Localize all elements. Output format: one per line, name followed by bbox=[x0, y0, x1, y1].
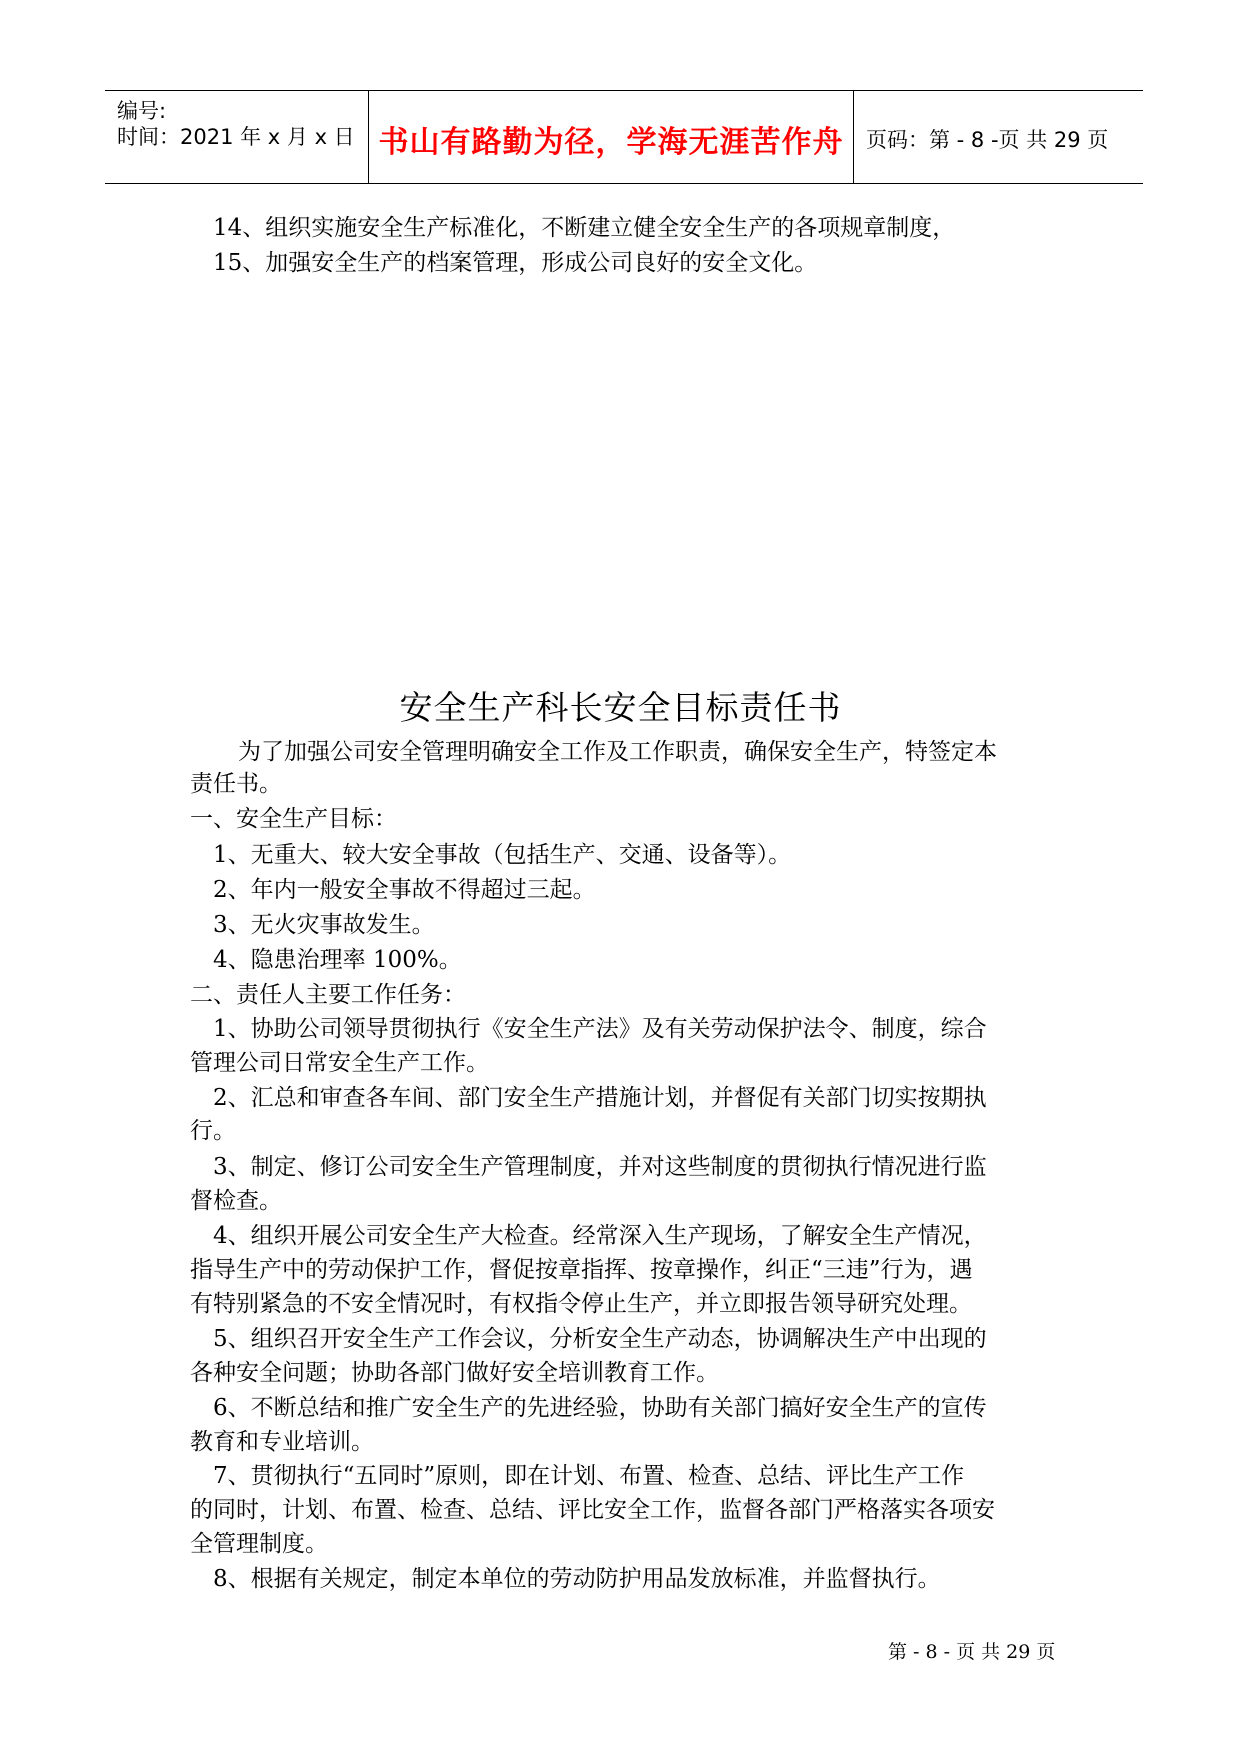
list-item: 1、无重大、较大安全事故（包括生产、交通、设备等）。 bbox=[213, 842, 792, 868]
top-list-item-14: 14、组织实施安全生产标准化，不断建立健全安全生产的各项规章制度， bbox=[213, 215, 956, 241]
list-item-continuation: 教育和专业培训。 bbox=[190, 1429, 374, 1455]
header-page-label: 页码：第 - 8 -页 共 29 页 bbox=[866, 128, 1109, 152]
body-line: 责任书。 bbox=[190, 771, 282, 797]
page-footer: 第 - 8 - 页 共 29 页 bbox=[888, 1641, 1056, 1663]
list-item: 2、年内一般安全事故不得超过三起。 bbox=[213, 877, 596, 903]
header-page-cell bbox=[854, 91, 1143, 183]
body-line: 为了加强公司安全管理明确安全工作及工作职责，确保安全生产，特签定本 bbox=[238, 739, 997, 765]
list-item: 4、组织开展公司安全生产大检查。经常深入生产现场，了解安全生产情况， bbox=[213, 1223, 987, 1249]
header-info-cell bbox=[105, 91, 369, 183]
section-heading-tasks: 二、责任人主要工作任务： bbox=[190, 982, 466, 1008]
list-item: 5、组织召开安全生产工作会议，分析安全生产动态，协调解决生产中出现的 bbox=[213, 1326, 987, 1352]
list-item: 2、汇总和审查各车间、部门安全生产措施计划，并督促有关部门切实按期执 bbox=[213, 1085, 987, 1111]
list-item-continuation: 各种安全问题；协助各部门做好安全培训教育工作。 bbox=[190, 1360, 719, 1386]
list-item-continuation: 指导生产中的劳动保护工作，督促按章指挥、按章操作，纠正“三违”行为，遇 bbox=[190, 1257, 973, 1283]
top-list-item-15: 15、加强安全生产的档案管理，形成公司良好的安全文化。 bbox=[213, 250, 818, 276]
header-table bbox=[105, 90, 1143, 184]
document-number-label: 编号: bbox=[117, 99, 167, 123]
list-item: 7、贯彻执行“五同时”原则，即在计划、布置、检查、总结、评比生产工作 bbox=[213, 1463, 965, 1489]
section-heading-goals: 一、安全生产目标： bbox=[190, 806, 397, 832]
list-item-continuation: 全管理制度。 bbox=[190, 1531, 328, 1557]
list-item-continuation: 行。 bbox=[190, 1118, 236, 1144]
header-motto: 书山有路勤为径，学海无涯苦作舟 bbox=[378, 125, 844, 160]
document-time-label: 时间：2021 年 x 月 x 日 bbox=[117, 125, 355, 149]
header-motto-cell bbox=[369, 91, 854, 183]
list-item-continuation: 有特别紧急的不安全情况时，有权指令停止生产，并立即报告领导研究处理。 bbox=[190, 1291, 972, 1317]
list-item: 4、隐患治理率 100%。 bbox=[213, 947, 462, 973]
document-title: 安全生产科长安全目标责任书 bbox=[399, 688, 842, 727]
list-item: 1、协助公司领导贯彻执行《安全生产法》及有关劳动保护法令、制度，综合 bbox=[213, 1016, 987, 1042]
list-item: 8、根据有关规定，制定本单位的劳动防护用品发放标准，并监督执行。 bbox=[213, 1566, 941, 1592]
list-item: 6、不断总结和推广安全生产的先进经验，协助有关部门搞好安全生产的宣传 bbox=[213, 1395, 987, 1421]
list-item-continuation: 管理公司日常安全生产工作。 bbox=[190, 1050, 489, 1076]
list-item: 3、无火灾事故发生。 bbox=[213, 912, 435, 938]
list-item-continuation: 的同时，计划、布置、检查、总结、评比安全工作，监督各部门严格落实各项安 bbox=[190, 1497, 995, 1523]
list-item-continuation: 督检查。 bbox=[190, 1188, 282, 1214]
list-item: 3、制定、修订公司安全生产管理制度，并对这些制度的贯彻执行情况进行监 bbox=[213, 1154, 987, 1180]
